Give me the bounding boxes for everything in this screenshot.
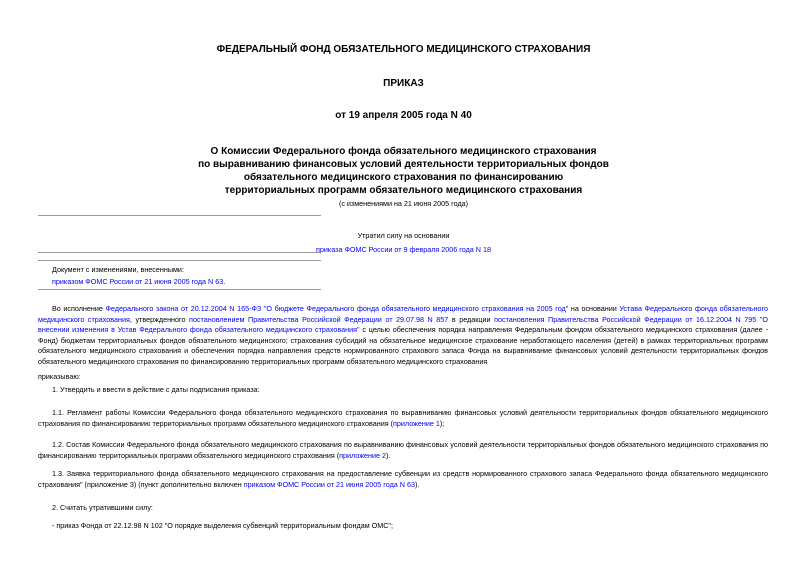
subject-line: О Комиссии Федерального фонда обязательного медицинского страхования bbox=[210, 146, 597, 157]
order-word: приказываю: bbox=[38, 372, 81, 381]
clause-1: 1. Утвердить и ввести в действие с даты подписания приказа: bbox=[52, 385, 260, 394]
divider bbox=[38, 260, 321, 261]
document-date: от 19 апреля 2005 года N 40 bbox=[335, 110, 472, 121]
subject-line: по выравниванию финансовых условий деятельности территориальных фондов bbox=[198, 159, 609, 170]
text: 1.2. Состав Комиссии Федерального фонда обязательного медицинского страхования по выравниванию финансовых условий деятельности территориальных фондов обязательного медицинского страхования по финансированию территориальных программ обязательного медицинского страхования ( bbox=[38, 440, 768, 460]
appendix-1-link[interactable]: приложение 1 bbox=[393, 418, 440, 428]
text: на основании bbox=[568, 304, 620, 313]
text: 1.3. Заявка территориального фонда обязательного медицинского страхования на предоставление субвенции из средств нормированного страхового запаса Федерального фонда обязательного медицинского страхования" (приложение 3) (пункт дополнительно включен bbox=[38, 469, 768, 489]
resolution-795-link[interactable]: постановления Правительства Российской Федерации от 16.12.2004 N 795 "О внесении изменения в Устав Федерального фонда обязательного медицинского страхования" bbox=[38, 314, 768, 334]
repealed-order-item: - приказ Фонда от 22.12.98 N 102 "О порядке выделения субвенций территориальным фондам ОМС"; bbox=[52, 521, 393, 530]
amendments-note: (с изменениями на 21 июня 2005 года) bbox=[338, 199, 469, 208]
text: , утвержденного bbox=[129, 314, 190, 324]
doc-info-suffix: . bbox=[223, 277, 226, 286]
clause-1-1 bbox=[38, 408, 768, 429]
amending-order-link[interactable]: приказом ФОМС России от 21 июня 2005 года N 63 bbox=[52, 277, 224, 286]
repeal-order-link[interactable]: приказа ФОМС России от 9 февраля 2006 года N 18 bbox=[316, 245, 491, 254]
document-type: ПРИКАЗ bbox=[383, 78, 424, 89]
document-amendments-info bbox=[52, 264, 225, 288]
charter-link[interactable]: Устава Федерального фонда обязательного медицинского страхования bbox=[38, 304, 768, 324]
appendix-2-link[interactable]: приложение 2 bbox=[339, 450, 387, 460]
text: в редакции bbox=[448, 314, 495, 324]
text: ); bbox=[439, 418, 445, 428]
doc-info-text: Документ с изменениями, внесенными: bbox=[52, 265, 184, 274]
text: с целью обеспечения порядка направления Федеральным фондом обязательного медицинского страхования (далее - Фонд) бюджетам территориальных фондов обязательного медицинского; страхования субсидий на обязательное медицинское страхование неработающего населения (детей) в рамках территориальных программ обязательного медицинского страхования и обеспечения порядка направления средств нормированного страхового запаса Фонда на выравнивание финансовых условий деятельности территориальных фондов обязательного медицинского страхования по финансированию территориальных программ обязательного медицинского страхования bbox=[38, 325, 768, 366]
clause-1-3 bbox=[38, 469, 768, 490]
clause-2: 2. Считать утратившими силу: bbox=[52, 503, 153, 512]
divider bbox=[38, 289, 321, 290]
subject-line: территориальных программ обязательного медицинского страхования bbox=[224, 185, 583, 196]
divider bbox=[38, 215, 321, 216]
preamble-paragraph bbox=[38, 304, 768, 367]
text: ). bbox=[386, 450, 391, 460]
text: ). bbox=[414, 479, 420, 489]
text: 1.1. Регламент работы Комиссии Федерального фонда обязательного медицинского страхования по выравниванию финансовых условий деятельности территориальных фондов обязательного медицинского страхования по финансированию территориальных программ обязательного медицинского страхования ( bbox=[38, 408, 768, 428]
subject-line: обязательного медицинского страхования по финансированию bbox=[243, 172, 564, 183]
divider bbox=[38, 252, 321, 253]
federal-law-link[interactable]: Федерального закона от 20.12.2004 N 165-ФЗ "О бюджете Федерального фонда обязательного медицинского страхования на 2005 год" bbox=[105, 304, 569, 313]
status-text: Утратил силу на основании bbox=[357, 231, 450, 240]
organization-title: ФЕДЕРАЛЬНЫЙ ФОНД ОБЯЗАТЕЛЬНОГО МЕДИЦИНСКОГО СТРАХОВАНИЯ bbox=[216, 44, 591, 55]
document-subject bbox=[0, 145, 807, 197]
clause-1-2 bbox=[38, 440, 768, 461]
order-63-link[interactable]: приказом ФОМС России от 21 июня 2005 года N 63 bbox=[243, 479, 415, 489]
resolution-857-link[interactable]: постановлением Правительства Российской Федерации от 29.07.98 N 857 bbox=[189, 314, 449, 324]
text: Во исполнение bbox=[52, 304, 106, 313]
